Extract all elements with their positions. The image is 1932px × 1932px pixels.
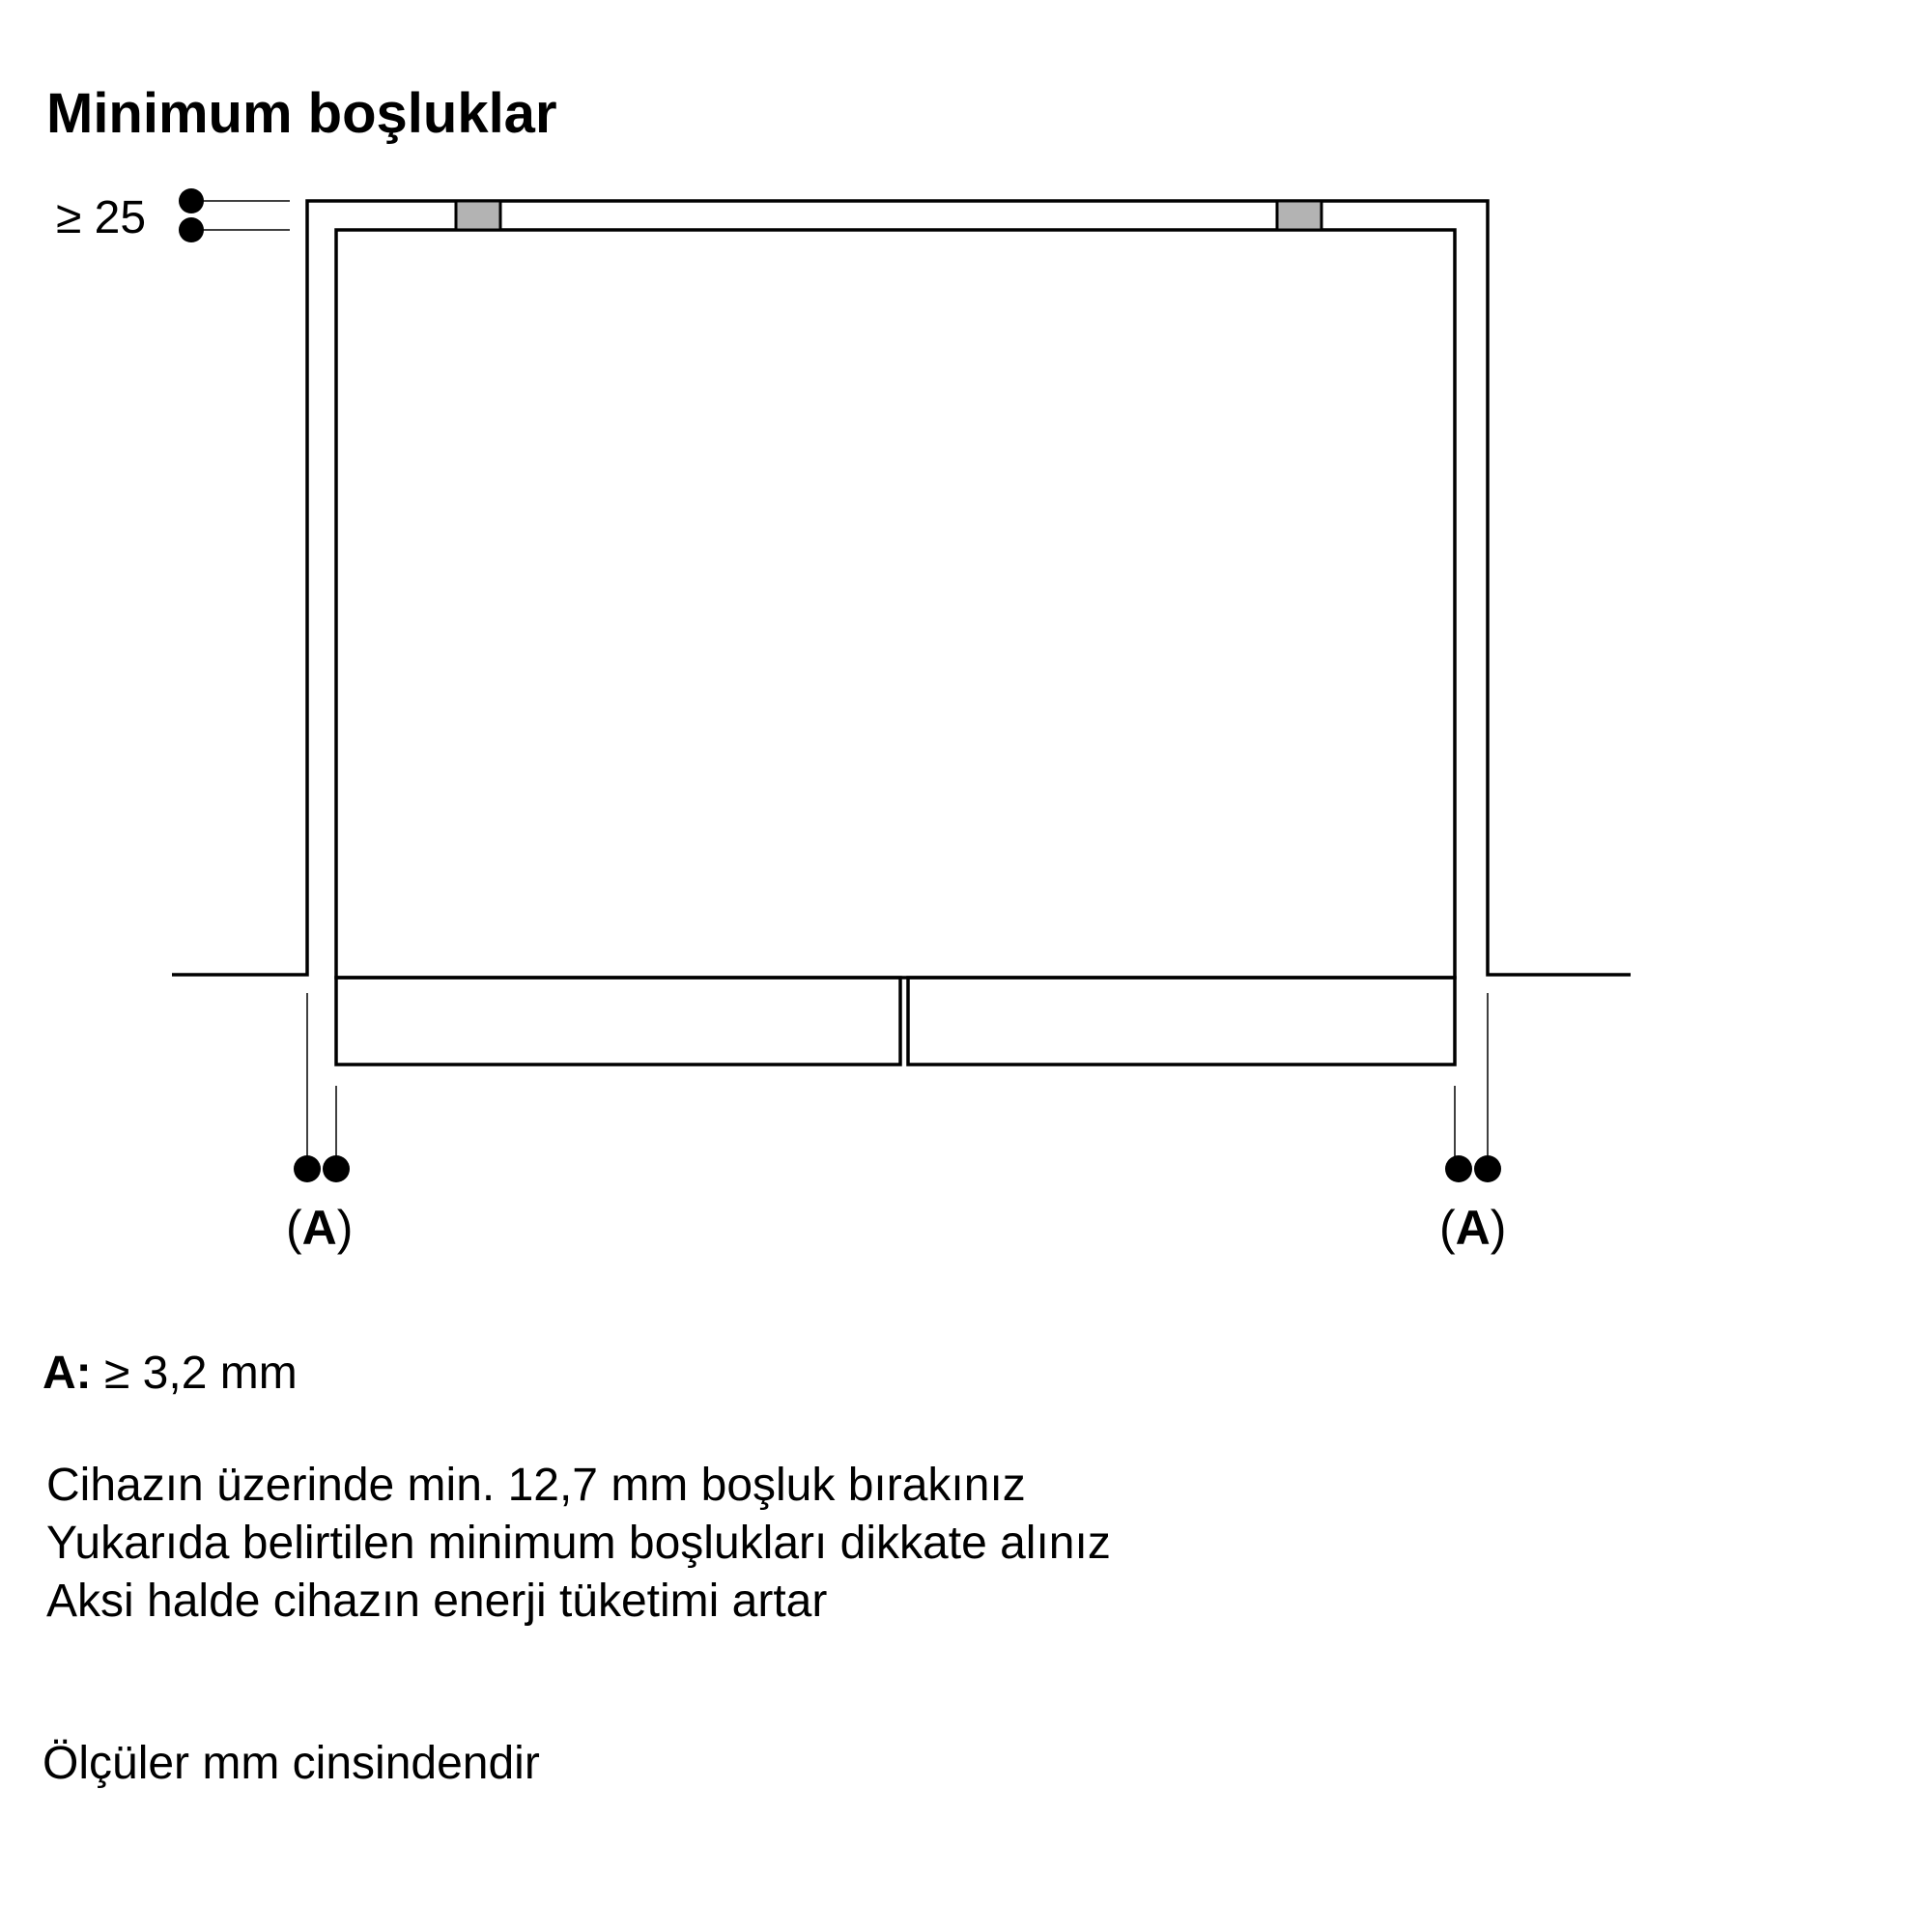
niche-outline bbox=[172, 201, 1631, 975]
top-clearance-label: ≥ 25 bbox=[56, 192, 147, 243]
right-gap-dimension bbox=[1455, 993, 1488, 1169]
legend bbox=[43, 1347, 298, 1400]
note-line-3: Aksi halde cihazın enerji tüketimi artar bbox=[46, 1576, 828, 1627]
side-gap-marker-right: (A) bbox=[1439, 1201, 1507, 1255]
right-gap-dot-outer bbox=[1474, 1155, 1501, 1182]
dim-dot-bottom bbox=[179, 217, 204, 242]
appliance-body bbox=[336, 230, 1455, 978]
units-note: Ölçüler mm cinsindendir bbox=[43, 1738, 540, 1789]
top-clearance-dimension bbox=[191, 201, 290, 230]
legend-key: A: bbox=[43, 1348, 92, 1399]
note-line-1: Cihazın üzerinde min. 12,7 mm boşluk bırakınız bbox=[46, 1460, 1026, 1511]
left-gap-dimension bbox=[307, 993, 336, 1169]
spacer-block-left bbox=[456, 201, 500, 230]
dim-dot-top bbox=[179, 188, 204, 213]
side-gap-marker-left: (A) bbox=[286, 1201, 354, 1255]
note-line-2: Yukarıda belirtilen minimum boşlukları dikkate alınız bbox=[46, 1518, 1111, 1569]
page-title: Minimum boşluklar bbox=[46, 82, 557, 145]
left-gap-dot-inner bbox=[323, 1155, 350, 1182]
legend-value: ≥ 3,2 mm bbox=[104, 1348, 298, 1399]
door-right bbox=[908, 978, 1455, 1065]
door-left bbox=[336, 978, 900, 1065]
spacer-block-right bbox=[1277, 201, 1321, 230]
right-gap-dot-inner bbox=[1445, 1155, 1472, 1182]
left-gap-dot-outer bbox=[294, 1155, 321, 1182]
